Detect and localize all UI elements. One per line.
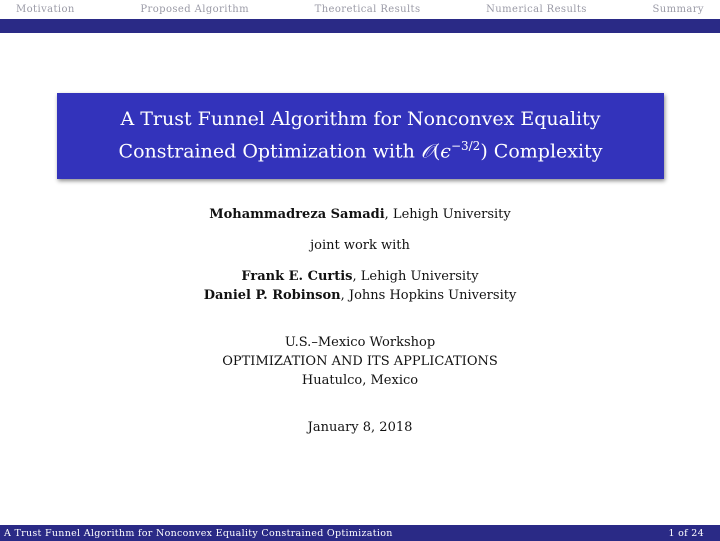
header-bar: [0, 19, 720, 33]
nav-item-proposed-algorithm[interactable]: Proposed Algorithm: [140, 4, 249, 15]
title-page-content: [0, 205, 720, 437]
title-line-2: [119, 133, 603, 165]
coauthor-name: Frank E. Curtis: [241, 269, 353, 284]
coauthor-1: [0, 267, 720, 286]
title-box: [57, 93, 664, 179]
page-number: 1 of 24: [668, 527, 704, 539]
math-open-paren: (: [432, 140, 441, 163]
title-line-2-text: Constrained Optimization with: [118, 140, 421, 163]
nav-item-numerical-results[interactable]: Numerical Results: [486, 4, 587, 15]
title-line-1: A Trust Funnel Algorithm for Nonconvex Equality: [120, 108, 601, 131]
nav-item-motivation[interactable]: Motivation: [16, 4, 75, 15]
presenter-name: Mohammadreza Samadi: [209, 207, 385, 222]
event-line-1: U.S.–Mexico Workshop: [284, 335, 436, 350]
section-nav: [0, 0, 720, 19]
coauthor-affiliation: , Johns Hopkins University: [340, 288, 517, 303]
nav-item-summary[interactable]: Summary: [652, 4, 704, 15]
presentation-date: January 8, 2018: [307, 420, 413, 435]
title-line-2-end: Complexity: [487, 140, 603, 163]
presenter: [0, 205, 720, 224]
math-big-o: 𝒪: [420, 140, 433, 163]
math-close-paren: ): [480, 140, 488, 163]
coauthor-2: [0, 286, 720, 305]
event-line-2: OPTIMIZATION AND ITS APPLICATIONS: [222, 354, 498, 369]
footer-title: A Trust Funnel Algorithm for Nonconvex Equality Constrained Optimization: [4, 527, 393, 539]
nav-item-theoretical-results[interactable]: Theoretical Results: [314, 4, 421, 15]
presenter-affiliation: , Lehigh University: [384, 207, 511, 222]
math-epsilon: ϵ: [440, 140, 451, 163]
joint-work-label: joint work with: [310, 238, 410, 253]
math-exponent: −3/2: [450, 139, 481, 154]
coauthor-affiliation: , Lehigh University: [352, 269, 479, 284]
footer-bar: [0, 525, 720, 541]
event-line-3: Huatulco, Mexico: [301, 373, 419, 388]
coauthor-name: Daniel P. Robinson: [203, 288, 341, 303]
